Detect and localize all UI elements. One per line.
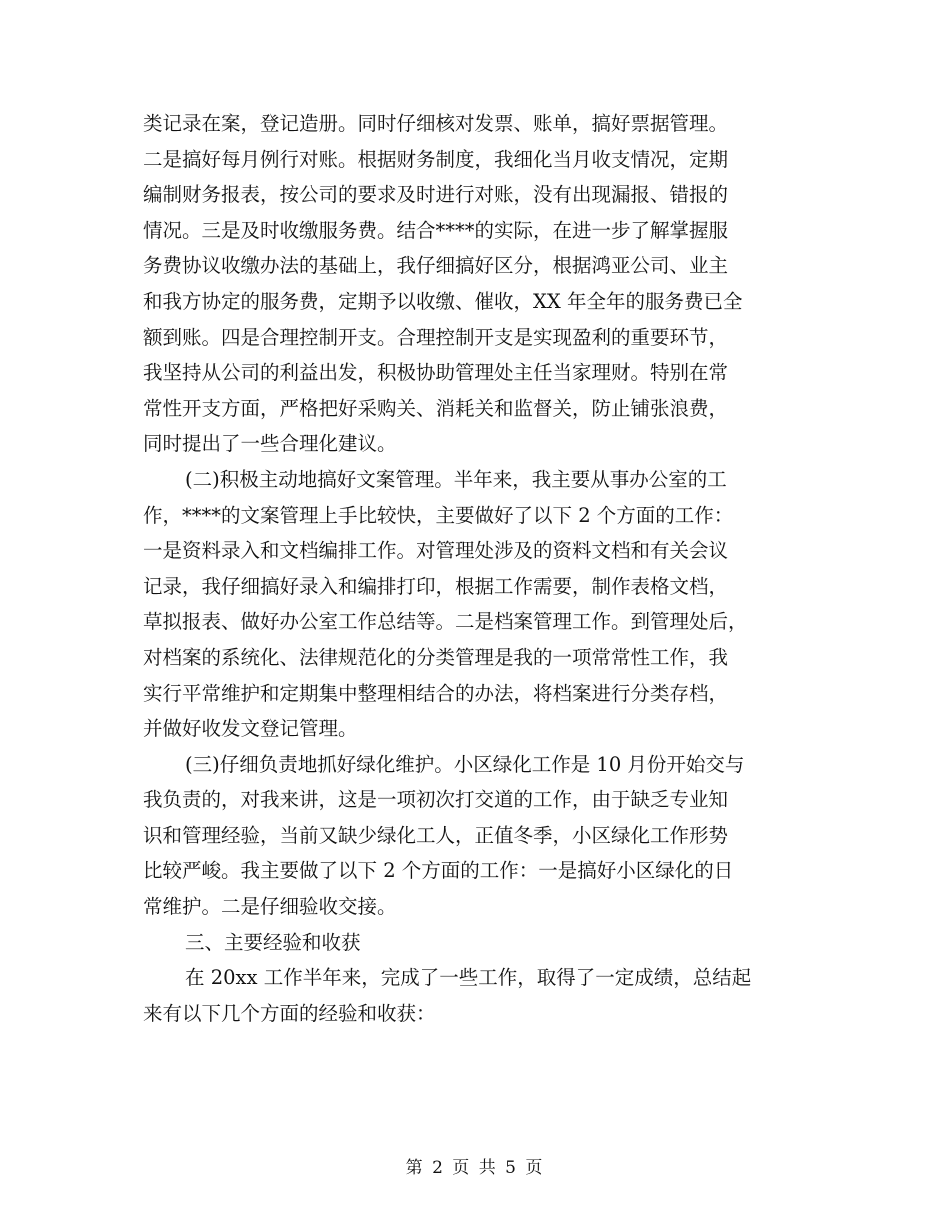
text-line: 编制财务报表，按公司的要求及时进行对账，没有出现漏报、错报的 [143, 183, 729, 207]
text-line: 常维护。二是仔细验收交接。 [143, 895, 397, 919]
text-line: 比较严峻。我主要做了以下 2 个方面的工作：一是搞好小区绿化的日 [143, 859, 734, 883]
text-line: 并做好收发文登记管理。 [143, 717, 358, 741]
text-line: 务费协议收缴办法的基础上，我仔细搞好区分，根据鸿亚公司、业主 [143, 254, 729, 278]
text-line: 情况。三是及时收缴服务费。结合****的实际，在进一步了解掌握服 [143, 218, 729, 242]
text-line: 来有以下几个方面的经验和收获： [143, 1001, 436, 1025]
section-heading-line: (二)积极主动地搞好文案管理。半年来，我主要从事办公室的工 [185, 467, 727, 491]
text-line: 和我方协定的服务费，定期予以收缴、催收，XX 年全年的服务费已全 [143, 289, 743, 313]
text-line: 识和管理经验，当前又缺少绿化工人，正值冬季，小区绿化工作形势 [143, 823, 729, 847]
text-line: 作，****的文案管理上手比较快，主要做好了以下 2 个方面的工作： [143, 503, 734, 527]
text-line: 实行平常维护和定期集中整理相结合的办法，将档案进行分类存档， [143, 681, 729, 705]
text-line: 草拟报表、做好办公室工作总结等。二是档案管理工作。到管理处后， [143, 610, 748, 634]
section-heading-line: (三)仔细负责地抓好绿化维护。小区绿化工作是 10 月份开始交与 [185, 752, 745, 776]
text-line: 额到账。四是合理控制开支。合理控制开支是实现盈利的重要环节， [143, 325, 729, 349]
text-line: 对档案的系统化、法律规范化的分类管理是我的一项常常性工作，我 [143, 645, 729, 669]
text-line: 在 20xx 工作半年来，完成了一些工作，取得了一定成绩，总结起 [185, 966, 752, 990]
text-line: 常性开支方面，严格把好采购关、消耗关和监督关，防止铺张浪费， [143, 396, 729, 420]
section-title: 三、主要经验和收获 [185, 930, 361, 954]
document-body [143, 106, 805, 1031]
text-line: 一是资料录入和文档编排工作。对管理处涉及的资料文档和有关会议 [143, 539, 729, 563]
text-line: 我坚持从公司的利益出发，积极协助管理处主任当家理财。特别在常 [143, 361, 729, 385]
text-line: 类记录在案，登记造册。同时仔细核对发票、账单，搞好票据管理。 [143, 112, 729, 135]
text-line: 同时提出了一些合理化建议。 [143, 432, 397, 456]
text-line: 二是搞好每月例行对账。根据财务制度，我细化当月收支情况，定期 [143, 147, 729, 171]
text-line: 记录，我仔细搞好录入和编排打印，根据工作需要，制作表格文档， [143, 574, 729, 598]
text-line: 我负责的，对我来讲，这是一项初次打交道的工作，由于缺乏专业知 [143, 788, 729, 812]
page-number-footer: 第 2 页 共 5 页 [405, 1158, 545, 1178]
body-paragraphs [143, 106, 805, 1031]
